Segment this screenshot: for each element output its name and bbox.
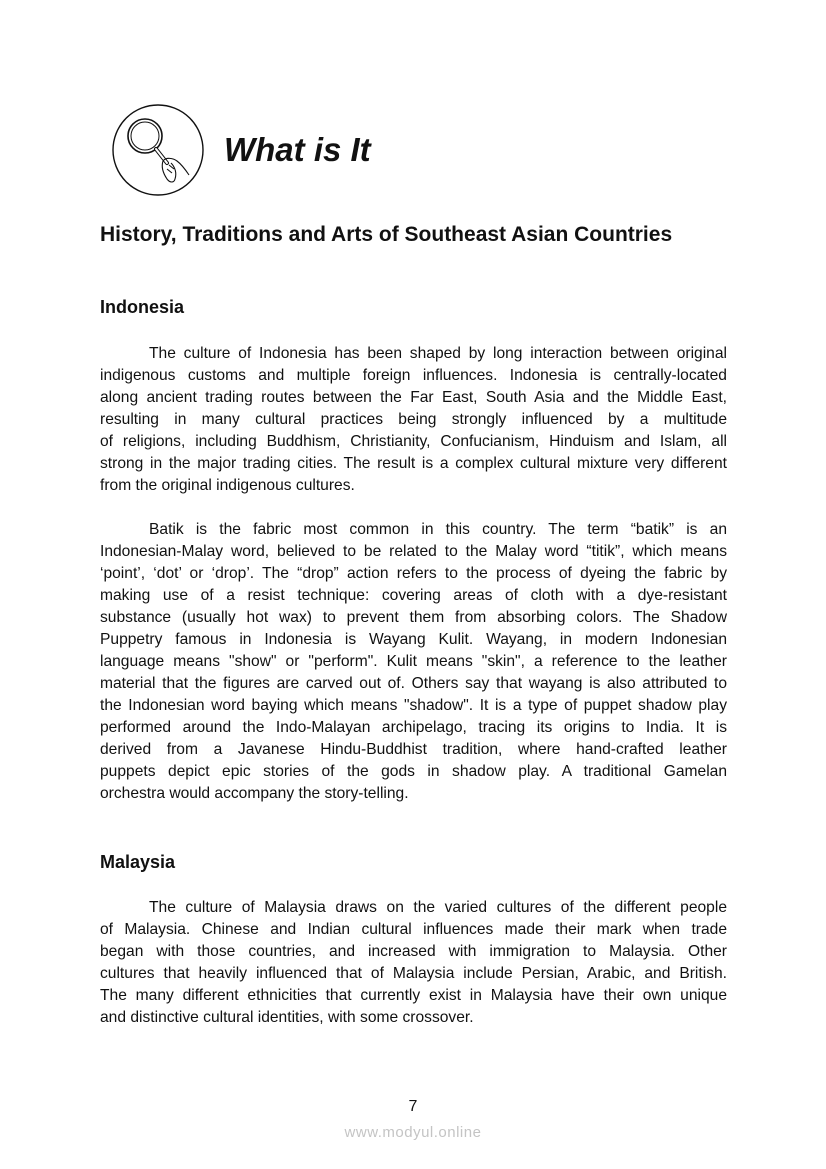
text-line: orchestra would accompany the story-telling. (100, 785, 409, 802)
main-heading: History, Traditions and Arts of Southeast Asian Countries (100, 223, 673, 246)
text-line: material that the figures are carved out of. Others say that wayang is also attributed to (100, 675, 727, 692)
text-line: The culture of Indonesia has been shaped by long interaction between original (149, 345, 727, 362)
text-line: performed around the Indo-Malayan archipelago, tracing its origins to India. It is (100, 719, 727, 736)
watermark: www.modyul.online (344, 1124, 482, 1141)
text-line: The culture of Malaysia draws on the varied cultures of the different people (149, 899, 727, 916)
text-line: ‘point’, ‘dot’ or ‘drop’. The “drop” action refers to the process of dyeing the fabric by (100, 565, 727, 582)
text-line: derived from a Javanese Hindu-Buddhist tradition, where hand-crafted leather (100, 741, 727, 758)
malaysia-paragraph-1 (100, 897, 727, 1029)
section-heading-malaysia: Malaysia (100, 852, 176, 872)
text-line: Indonesian-Malay word, believed to be related to the Malay word “titik”, which means (100, 543, 727, 560)
page-number: 7 (408, 1098, 418, 1115)
text-line: of Malaysia. Chinese and Indian cultural influences made their mark when trade (100, 921, 727, 938)
text-line: Batik is the fabric most common in this country. The term “batik” is an (149, 521, 727, 538)
text-line: language means "show" or "perform". Kulit means "skin", a reference to the leather (100, 653, 727, 670)
text-line: began with those countries, and increased with immigration to Malaysia. Other (100, 943, 727, 960)
indonesia-paragraph-2 (100, 519, 727, 805)
indonesia-paragraph-1 (100, 343, 727, 497)
page-title: What is It (224, 131, 371, 168)
text-line: strong in the major trading cities. The result is a complex cultural mixture very different (100, 455, 727, 472)
magnifying-glass-hand-icon (111, 103, 205, 197)
text-line: making use of a resist technique: covering areas of cloth with a dye-resistant (100, 587, 727, 604)
text-line: from the original indigenous cultures. (100, 477, 355, 494)
section-heading-indonesia: Indonesia (100, 297, 185, 317)
text-line: along ancient trading routes between the Far East, South Asia and the Middle East, (100, 389, 727, 406)
text-line: puppets depict epic stories of the gods in shadow play. A traditional Gamelan (100, 763, 727, 780)
text-line: substance (usually hot wax) to prevent them from absorbing colors. The Shadow (100, 609, 727, 626)
text-line: resulting in many cultural practices being strongly influenced by a multitude (100, 411, 727, 428)
text-line: The many different ethnicities that currently exist in Malaysia have their own unique (100, 987, 727, 1004)
text-line: cultures that heavily influenced that of Malaysia include Persian, Arabic, and British. (100, 965, 727, 982)
text-line: indigenous customs and multiple foreign influences. Indonesia is centrally-located (100, 367, 727, 384)
text-line: and distinctive cultural identities, with some crossover. (100, 1009, 474, 1026)
text-line: Puppetry famous in Indonesia is Wayang Kulit. Wayang, in modern Indonesian (100, 631, 727, 648)
text-line: of religions, including Buddhism, Christianity, Confucianism, Hinduism and Islam, all (100, 433, 727, 450)
text-line: the Indonesian word baying which means "shadow". It is a type of puppet shadow play (100, 697, 727, 714)
